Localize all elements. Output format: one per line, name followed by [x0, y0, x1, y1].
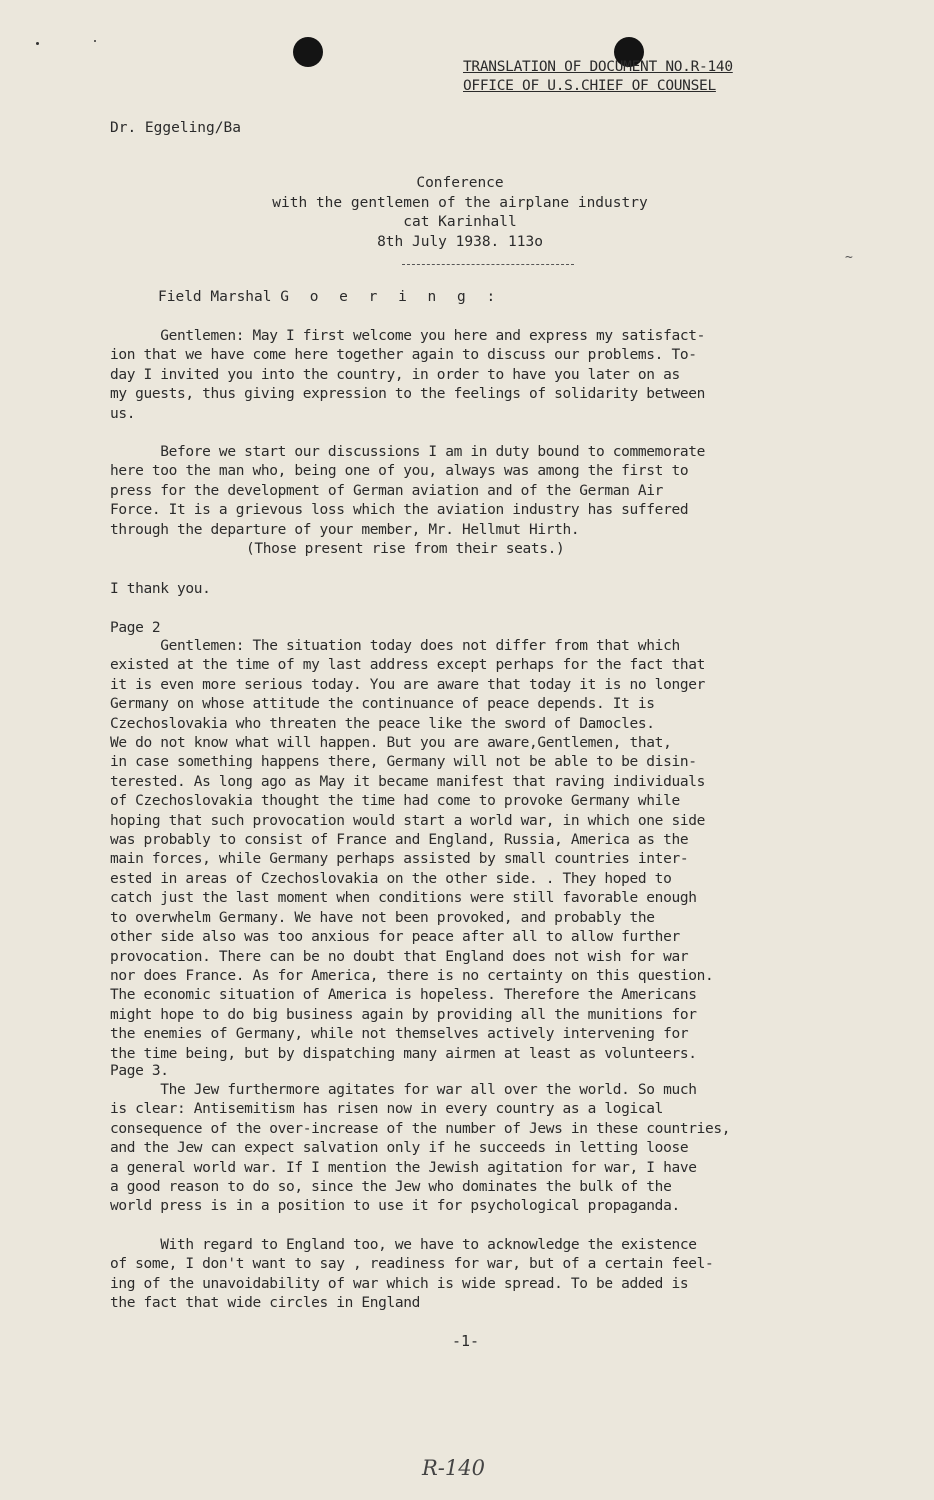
paragraph-agitation: The Jew furthermore agitates for war all over the world. So much is clear: Antisemitism has risen now in every country as a logical consequence of the over-increase of the number of Jews in these countries, and the Jew can expect salvation only if he succeeds in letting loose a general world war. If I mention the Jewish agitation for war, I have a good reason to do so, since the Jew who dominates the bulk of the world press is in a position to use it for psychological propaganda. [110, 1082, 731, 1215]
conference-heading [180, 174, 740, 272]
conference-subject: with the gentlemen of the airplane industry [272, 194, 648, 211]
speaker-line [158, 289, 501, 305]
dust-speck [94, 40, 96, 42]
punch-hole-left [293, 37, 323, 67]
paragraph-situation: Gentlemen: The situation today does not differ from that which existed at the time of my last address except perhaps for the fact that it is even more serious today. You are aware that today it is no longer Germany on whose attitude the continuance of peace depends. It is Czechoslovakia who threaten the peace like the sword of Damocles. We do not know what will happen. But you are aware,Gentlemen, that, in case something happens there, Germany will not be able to be disin- terested. As long ago as May it became manifest that raving individuals of Czechoslovakia thought the time had come to provoke Germany while hoping that such provocation would start a world war, in which one side was probably to consist of France and England, Russia, America as the main forces, while Germany perhaps assisted by small countries inter- ested in areas of Czechoslovakia on the other side. . They hoped to catch just the last moment when conditions were still favorable enough to overwhelm Germany. We have not been provoked, and probably the other side also was too anxious for peace after all to allow further provocation. There can be no doubt that England does not wish for war nor does France. As for America, there is no certainty on this question. The economic situation of America is hopeless. Therefore the Americans might hope to do big business again by providing all the munitions for the enemies of Germany, while not themselves actively intervening for the time being, but by dispatching many airmen at least as volunteers. [110, 638, 714, 1062]
page-3-label: Page 3. [110, 1063, 169, 1079]
paragraph-commemoration [110, 443, 840, 540]
reference-initials: Dr. Eggeling/Ba [110, 120, 241, 136]
conference-date: 8th July 1938. 113o [377, 233, 543, 250]
handwritten-document-reference: R-140 [422, 1456, 485, 1480]
paragraph-thanks: I thank you. [110, 581, 211, 597]
conference-title: Conference [416, 175, 504, 191]
page-2-label: Page 2 [110, 620, 161, 636]
heading-divider [402, 264, 574, 265]
speaker-name: G o e r i n g : [280, 289, 502, 305]
stage-direction: (Those present rise from their seats.) [246, 541, 565, 557]
page-number: -1- [452, 1332, 480, 1350]
speaker-title: Field Marshal [158, 289, 272, 305]
document-header [463, 58, 733, 96]
dust-speck [36, 42, 39, 45]
conference-location: cat Karinhall [403, 214, 517, 230]
header-office-line: OFFICE OF U.S.CHIEF OF COUNSEL [463, 78, 716, 94]
paragraph-england: With regard to England too, we have to acknowledge the existence of some, I don't want to say , readiness for war, but of a certain feel- ing of the unavoidability of war which is wide spread. To be added is the fact that wide circles in England [110, 1237, 714, 1312]
paragraph-text: Before we start our discussions I am in duty bound to commemorate here too the man who, being one of you, always was among the first to press for the development of German aviation and of the German Air Force. It is a grievous loss which the aviation industry has suffered through the departure of your member, Mr. Hellmut Hirth. [110, 444, 705, 538]
paragraph-welcome [110, 327, 840, 424]
margin-mark: ~ [845, 250, 853, 265]
header-translation-line: TRANSLATION OF DOCUMENT NO.R-140 [463, 59, 733, 75]
paragraph-text: Gentlemen: May I first welcome you here and express my satisfact- ion that we have come here together again to discuss our problems. To- day I invited you into the country, in order to have you later on as my guests, thus giving expression to the feelings of solidarity between us. [110, 328, 705, 422]
